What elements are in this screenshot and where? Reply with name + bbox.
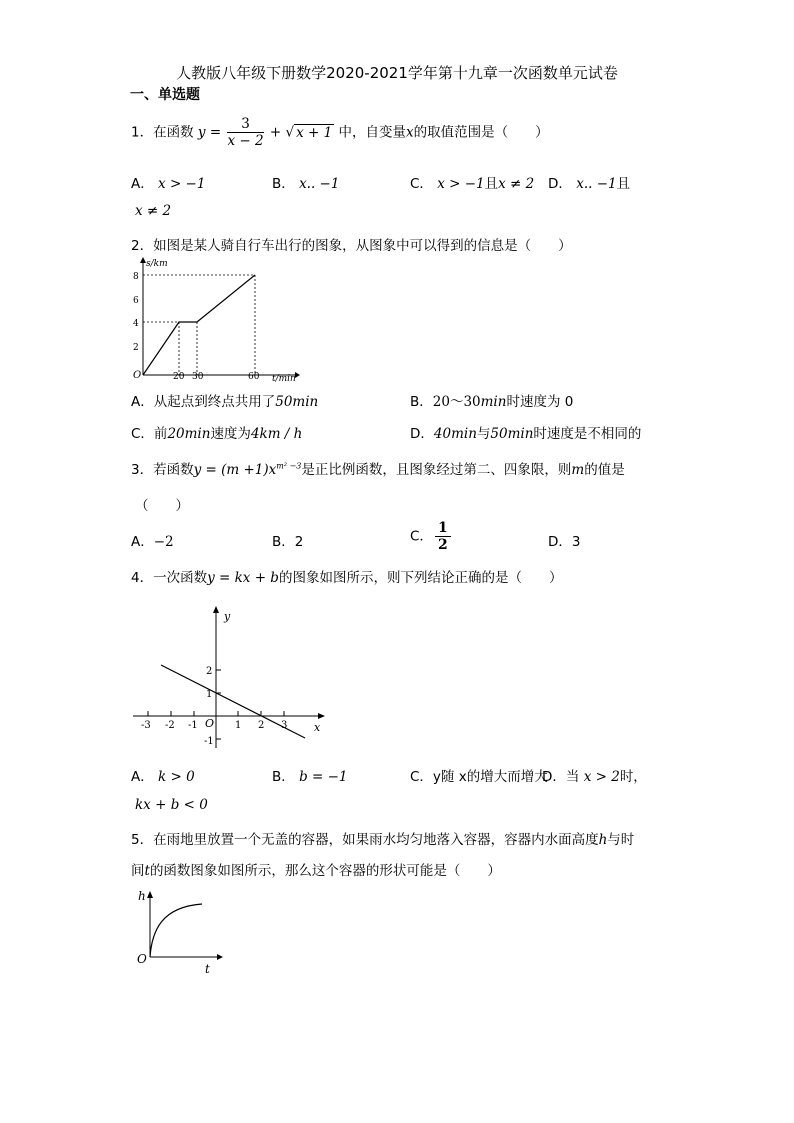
question-1-stem: 1．在函数 y = $\frac{3}{x - 2}$ + √ x + 1 中，自变量x的取值范围是（ ） [131,116,549,149]
y-tick-label: 8 [133,272,139,282]
q2-option-c[interactable]: C．前20min速度为4km / h [131,426,303,442]
q3-option-a[interactable]: A．−2 [131,534,174,550]
question-2-stem: 2．如图是某人骑自行车出行的图象，从图象中可以得到的信息是（ ） [131,238,572,254]
figure-distance-time [130,255,300,385]
question-5-line-2: 间t的函数图象如图所示，那么这个容器的形状可能是（ ） [131,863,501,879]
question-4-stem: 4．一次函数y = kx + b的图象如图所示，则下列结论正确的是（ ） [131,570,563,586]
y-axis-label: y [224,610,231,623]
x-tick-label: -1 [188,720,198,731]
q1-option-d-continued: x ≠ 2 [135,203,172,219]
x-axis-label: x [314,721,321,734]
x-tick-label: 60 [248,372,260,382]
origin-label: O [137,952,147,966]
origin-label: O [205,717,215,730]
q4-option-b[interactable]: B． b = −1 [272,769,348,785]
q1-option-a[interactable]: A． x > −1 [131,176,206,192]
x-tick-label: -2 [165,720,175,731]
q3-option-b[interactable]: B．2 [272,534,304,550]
x-tick-label: -3 [141,720,151,731]
y-tick-label: 2 [133,343,139,353]
y-tick-label: 2 [206,666,213,677]
q3-option-c[interactable]: C． $\frac{1}{2}$ [410,520,453,553]
y-tick-label: 6 [133,296,139,306]
answer-parentheses: （ ） [135,498,189,514]
q4-option-d[interactable]: D．当 x > 2时， [542,769,647,785]
question-5-line-1: 5．在雨地里放置一个无盖的容器，如果雨水均匀地落入容器，容器内水面高度h与时 [131,832,635,848]
question-3-stem: 3．若函数$y = (m +1)x^{m^2 -3}$是正比例函数，且图象经过第二、四象限，则m的值是 [131,461,625,478]
figure-linear-function [128,603,333,753]
function-line [161,665,305,738]
y-axis-label: s/km [146,259,168,269]
figure-height-time [132,885,227,977]
y-tick-label: 1 [206,689,213,700]
q2-option-b[interactable]: B．20～30min时速度为 0 [410,394,574,410]
x-tick-label: 3 [281,720,288,731]
distance-line [143,275,255,375]
x-axis-label: t [205,962,210,976]
q4-option-c[interactable]: C．y随 x的增大而增大 [410,769,548,785]
y-tick-label: 4 [133,319,139,329]
section-heading: 一、单选题 [130,87,200,103]
x-axis-label: t/min [272,374,296,384]
q4-option-a[interactable]: A． k > 0 [131,769,195,785]
origin-label: O [133,370,142,381]
x-tick-label: 1 [235,720,242,731]
q3-option-d[interactable]: D．3 [548,534,581,550]
y-tick-label: -1 [204,736,214,747]
q2-option-d[interactable]: D．40min与50min时速度是不相同的 [410,426,642,442]
q1-option-b[interactable]: B． x.. −1 [272,176,340,192]
q4-option-d-continued: kx + b < 0 [135,797,208,813]
page-title: 人教版八年级下册数学2020-2021学年第十九章一次函数单元试卷 [176,64,618,82]
height-curve [150,904,202,957]
q1-option-d[interactable]: D． x.. −1且 [548,176,631,192]
y-axis-label: h [138,889,146,903]
x-tick-label: 20 [173,372,185,382]
fraction: $\frac{3}{x - 2}$ [227,116,264,149]
x-tick-label: 30 [192,372,204,382]
x-tick-label: 2 [258,720,265,731]
q2-option-a[interactable]: A．从起点到终点共用了50min [131,394,319,410]
q1-option-c[interactable]: C． x > −1且x ≠ 2 [410,176,535,192]
